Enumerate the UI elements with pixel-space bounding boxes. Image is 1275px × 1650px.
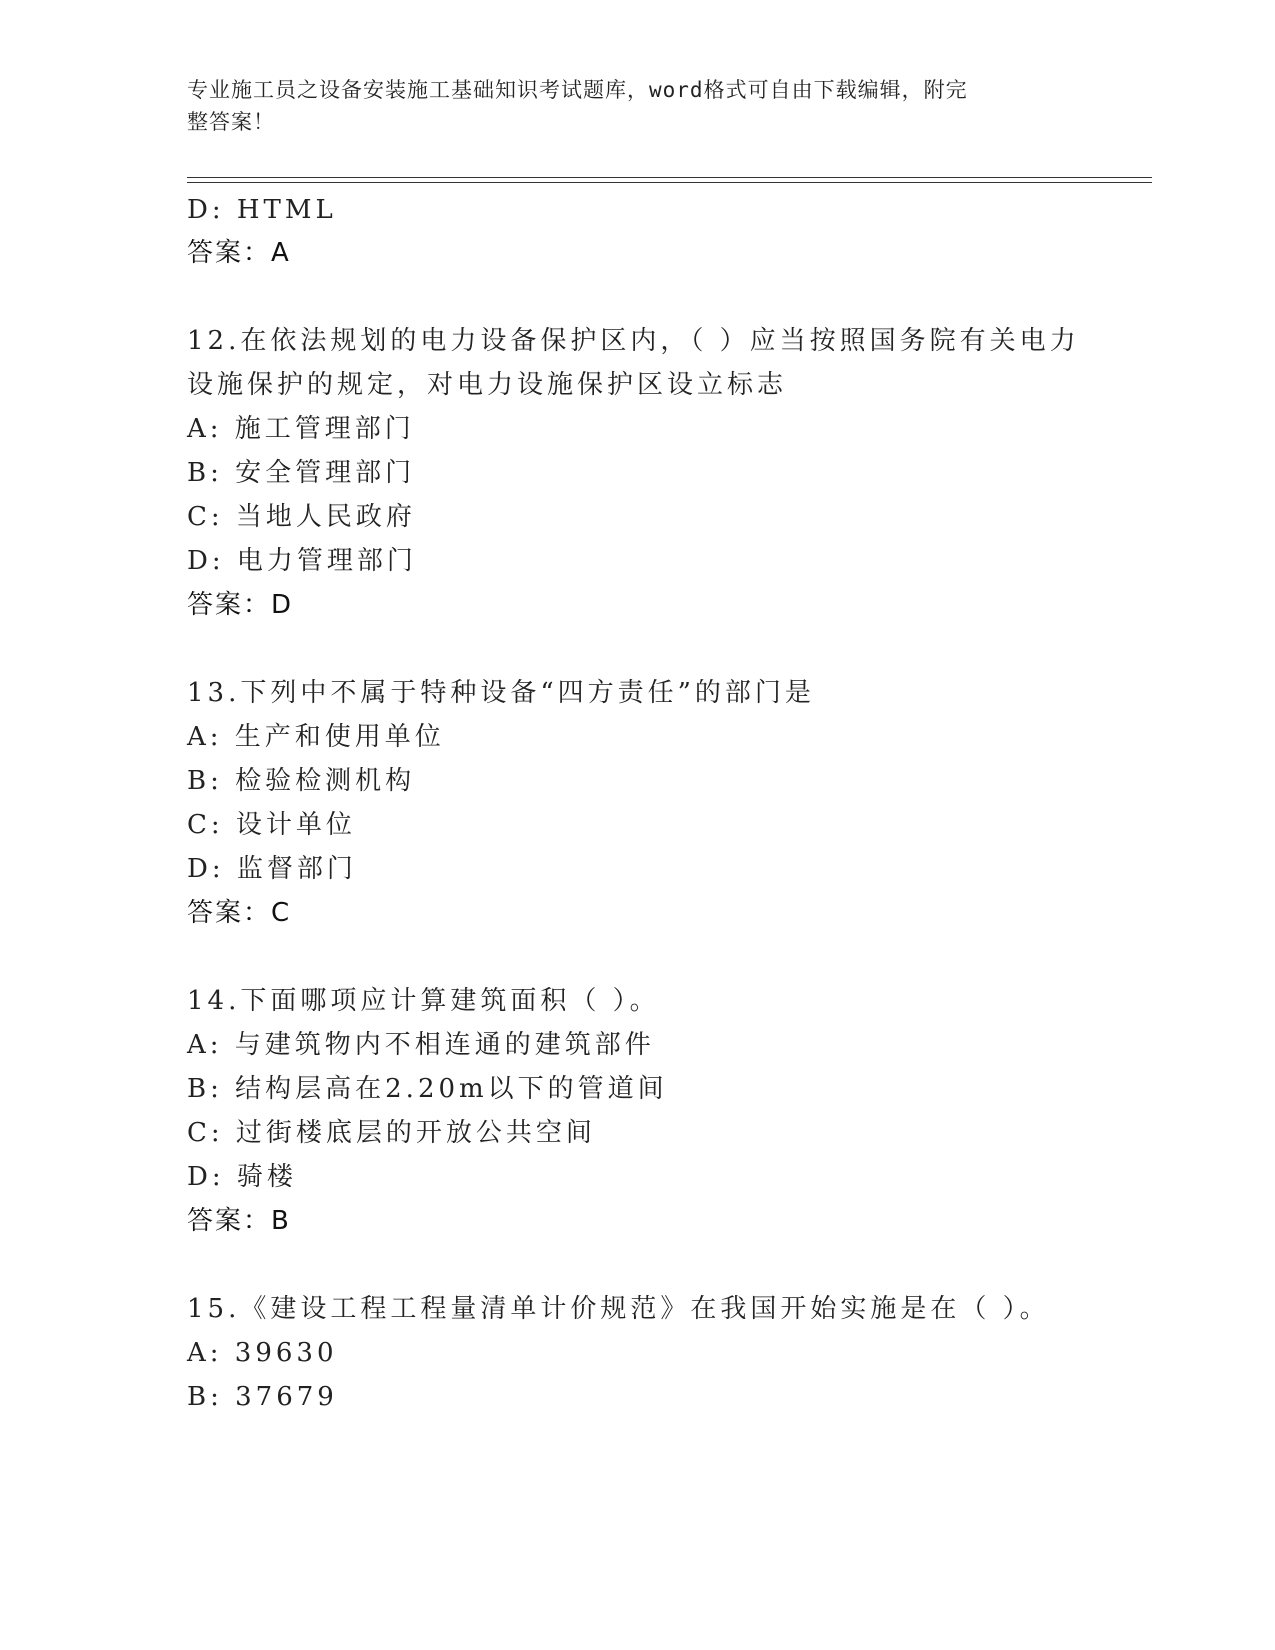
q13-stem-line-1: 13.下列中不属于特种设备“四方责任”的部门是 xyxy=(187,678,815,708)
q12-answer: 答案：D xyxy=(187,590,294,620)
q14-option-a: A: 与建筑物内不相连通的建筑部件 xyxy=(187,1030,655,1060)
q14-option-b: B: 结构层高在2.20m以下的管道间 xyxy=(187,1074,668,1104)
q14-option-c: C: 过街楼底层的开放公共空间 xyxy=(187,1118,596,1148)
header-line-1: 专业施工员之设备安装施工基础知识考试题库，word格式可自由下载编辑，附完 xyxy=(187,78,968,102)
q15-option-a: A: 39630 xyxy=(187,1338,338,1368)
q13-option-c: C: 设计单位 xyxy=(187,810,356,840)
q14-answer: 答案：B xyxy=(187,1206,291,1236)
prev-option-d: D: HTML xyxy=(187,195,337,225)
q14-stem-line-1: 14.下面哪项应计算建筑面积（ ）。 xyxy=(187,986,660,1016)
header-divider-bottom xyxy=(187,182,1152,183)
q12-option-a: A: 施工管理部门 xyxy=(187,414,415,444)
header-line-2: 整答案！ xyxy=(187,110,275,134)
q12-stem-line-1: 12.在依法规划的电力设备保护区内，（ ）应当按照国务院有关电力 xyxy=(187,326,1080,356)
header-divider-top xyxy=(187,177,1152,178)
q15-option-b: B: 37679 xyxy=(187,1382,338,1412)
q12-option-d: D: 电力管理部门 xyxy=(187,546,417,576)
document-header xyxy=(187,74,1087,138)
q12-stem-line-2: 设施保护的规定，对电力设施保护区设立标志 xyxy=(187,370,788,400)
q14-option-d: D: 骑楼 xyxy=(187,1162,297,1192)
q12-option-c: C: 当地人民政府 xyxy=(187,502,416,532)
q12-option-b: B: 安全管理部门 xyxy=(187,458,416,488)
q15-stem-line-1: 15.《建设工程工程量清单计价规范》在我国开始实施是在（ ）。 xyxy=(187,1294,1050,1324)
prev-answer: 答案：A xyxy=(187,238,291,268)
q13-option-a: A: 生产和使用单位 xyxy=(187,722,445,752)
q13-option-d: D: 监督部门 xyxy=(187,854,357,884)
q13-option-b: B: 检验检测机构 xyxy=(187,766,416,796)
q13-answer: 答案：C xyxy=(187,898,292,928)
